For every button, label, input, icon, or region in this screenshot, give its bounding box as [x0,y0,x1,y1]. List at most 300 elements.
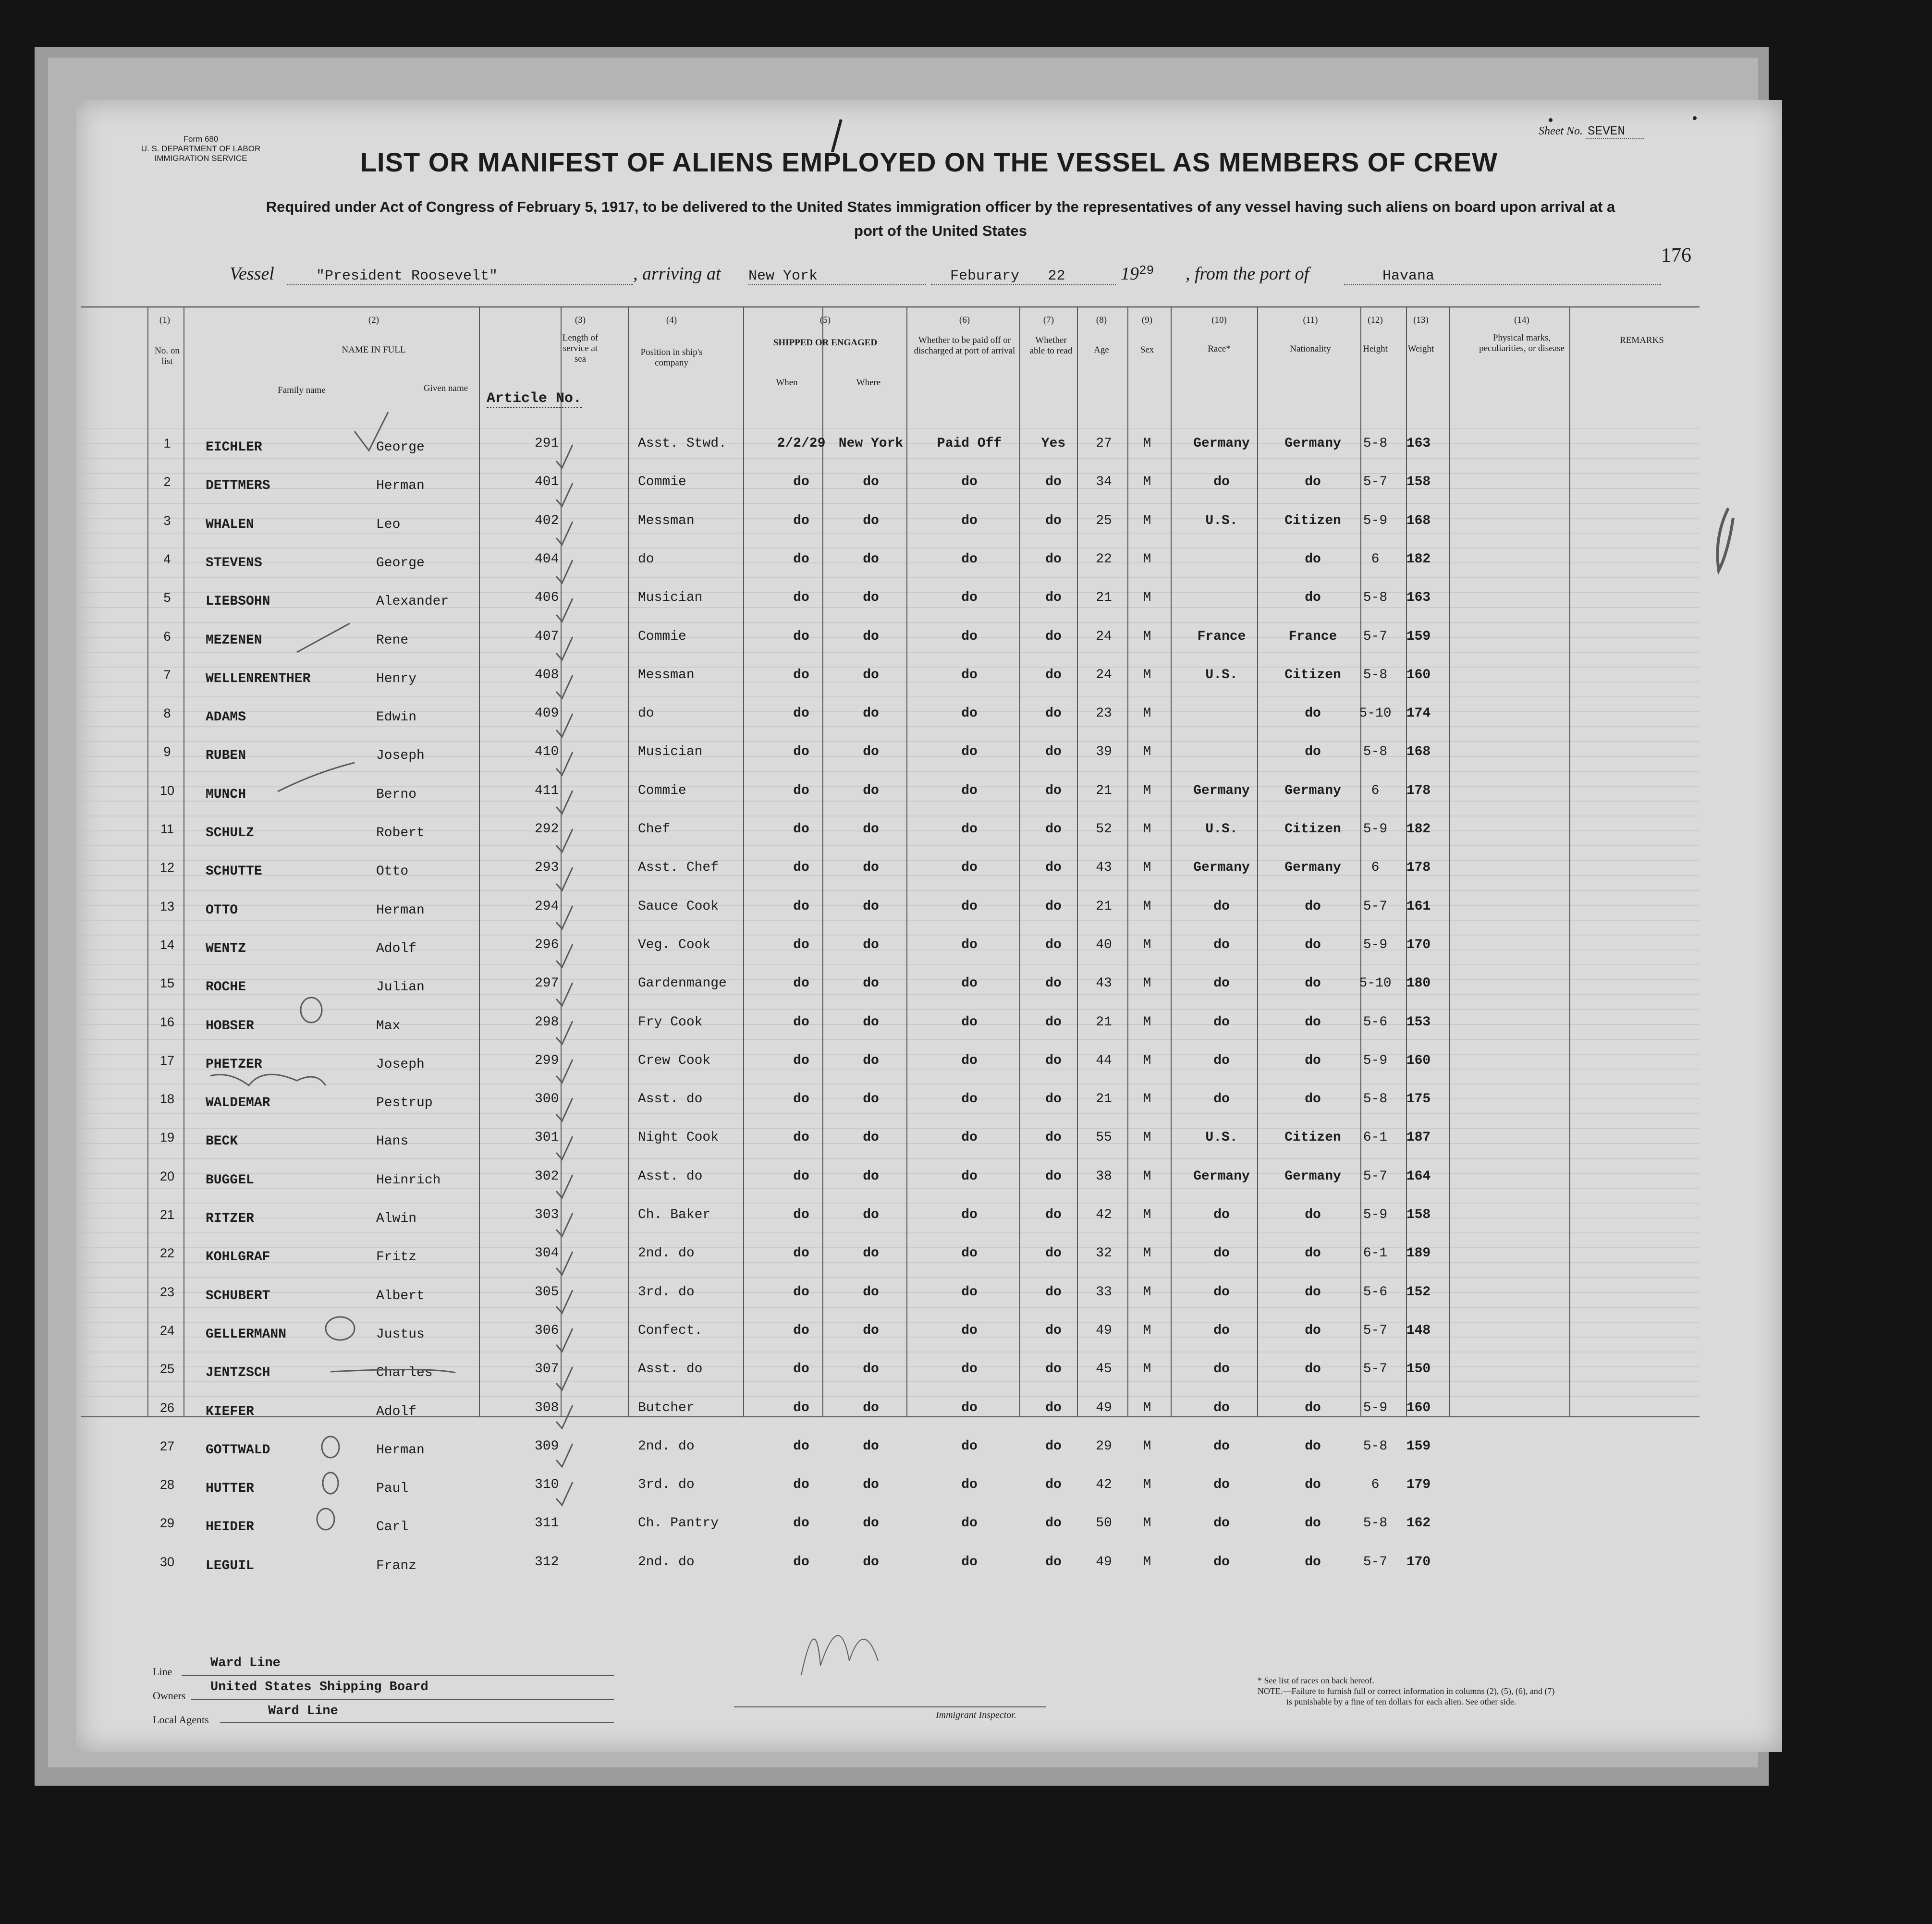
cell-height: 5-8 [1363,436,1388,451]
cell-given: Hans [376,1134,409,1149]
cell-nationality: do [1305,706,1321,721]
cell-when: do [793,899,809,914]
cell-read: do [1045,1438,1062,1454]
cell-sex: M [1143,513,1151,528]
service-name: IMMIGRATION SERVICE [154,154,247,163]
cell-race: U.S. [1205,513,1238,528]
cell-paid: do [961,1014,978,1030]
cell-given: Paul [376,1481,409,1497]
cell-age: 22 [1096,551,1112,567]
cell-given: Adolf [376,941,417,956]
col13-header: Weight [1407,344,1434,354]
cell-where: do [863,513,879,528]
subtitle-line-1: Required under Act of Congress of February 5, 1917, to be delivered to the United States immigration officer by the representatives of any vessel having such aliens on board upon arrival at a [266,198,1615,215]
cell-read: do [1045,1400,1062,1415]
col5-header: SHIPPED OR ENGAGED [773,338,878,348]
cell-where: New York [838,436,904,451]
cell-position: 2nd. do [638,1438,695,1454]
cell-when: do [793,860,809,876]
cell-nationality: do [1305,1323,1321,1338]
cell-when: do [793,513,809,528]
row-number: 15 [159,976,175,991]
cell-age: 27 [1096,436,1112,451]
cell-race: do [1213,1053,1230,1068]
cell-sex: M [1143,1207,1151,1222]
cell-weight: 160 [1406,667,1431,682]
cell-paid: do [961,976,978,991]
row-number: 9 [163,744,171,759]
cell-weight: 174 [1406,706,1431,721]
cell-nationality: do [1305,1092,1321,1107]
col6-header: Whether to be paid off or discharged at port of arrival [914,335,1015,356]
cell-read: do [1045,1207,1062,1222]
cell-service: 307 [535,1362,559,1377]
cell-position: Asst. Chef [638,860,719,876]
row-number: 19 [159,1130,175,1145]
cell-family: HUTTER [206,1481,254,1497]
cell-read: do [1045,1477,1062,1493]
cell-position: Commie [638,783,686,798]
cell-service: 306 [535,1323,559,1338]
cell-given: Charles [376,1365,433,1381]
cell-read: do [1045,475,1062,490]
cell-race: do [1213,937,1230,952]
col14-number: (14) [1514,315,1529,325]
cell-height: 5-8 [1363,1438,1388,1454]
cell-when: do [793,1554,809,1570]
col4-number: (4) [666,315,677,325]
row-number: 16 [159,1014,175,1029]
cell-given: George [376,440,425,455]
cell-age: 24 [1096,667,1112,682]
cell-nationality: Citizen [1284,667,1341,682]
cell-when: do [793,1284,809,1300]
cell-sex: M [1143,1323,1151,1338]
line-label: Line [153,1666,172,1678]
cell-position: Asst. do [638,1092,703,1107]
cell-nationality: Citizen [1284,1130,1341,1145]
cell-position: 3rd. do [638,1477,695,1493]
cell-age: 43 [1096,976,1112,991]
cell-where: do [863,1323,879,1338]
cell-nationality: do [1305,1554,1321,1570]
col7-number: (7) [1043,315,1054,325]
cell-position: Messman [638,513,695,528]
cell-paid: do [961,513,978,528]
cell-weight: 168 [1406,744,1431,760]
line-value: Ward Line [210,1656,281,1670]
cell-sex: M [1143,1438,1151,1454]
cell-age: 34 [1096,475,1112,490]
cell-sex: M [1143,706,1151,721]
col9-number: (9) [1141,315,1153,325]
cell-when: do [793,1516,809,1531]
row-number: 23 [159,1284,175,1299]
cell-weight: 170 [1406,1554,1431,1570]
cell-height: 6 [1371,783,1380,798]
sheet-value: SEVEN [1586,124,1644,139]
cell-age: 25 [1096,513,1112,528]
form-number: Form 680 [183,134,219,144]
cell-age: 21 [1096,1092,1112,1107]
footnote-fine: is punishable by a fine of ten dollars for each alien. See other side. [1286,1697,1516,1706]
cell-family: RUBEN [206,748,246,764]
cell-age: 21 [1096,899,1112,914]
remarks-header: REMARKS [1620,335,1664,345]
cell-paid: do [961,706,978,721]
cell-family: HEIDER [206,1520,254,1535]
cell-race: do [1213,1477,1230,1493]
arriving-label: , arriving at [633,264,721,284]
footnote [1258,1675,1767,1707]
cell-when: do [793,551,809,567]
cell-service: 409 [535,706,559,721]
cell-given: Edwin [376,710,417,725]
cell-position: Sauce Cook [638,899,719,914]
cell-height: 5-7 [1363,899,1388,914]
cell-family: OTTO [206,902,238,918]
cell-service: 308 [535,1400,559,1415]
cell-weight: 180 [1406,976,1431,991]
row-number: 27 [159,1438,175,1453]
cell-where: do [863,1053,879,1068]
cell-height: 6 [1371,1477,1380,1493]
cell-paid: do [961,1400,978,1415]
cell-position: Asst. do [638,1362,703,1377]
cell-race: do [1213,1362,1230,1377]
cell-race: U.S. [1205,1130,1238,1145]
year-prefix: 19 [1121,264,1139,284]
cell-where: do [863,822,879,837]
cell-race: France [1197,629,1246,644]
cell-where: do [863,1438,879,1454]
cell-age: 24 [1096,629,1112,644]
cell-height: 5-9 [1363,822,1388,837]
cell-when: do [793,590,809,606]
cell-where: do [863,1554,879,1570]
cell-height: 5-7 [1363,1554,1388,1570]
cell-age: 21 [1096,783,1112,798]
cell-nationality: do [1305,899,1321,914]
cell-paid: do [961,822,978,837]
cell-nationality: do [1305,1284,1321,1300]
cell-weight: 179 [1406,1477,1431,1493]
cell-family: PHETZER [206,1057,262,1072]
cell-read: do [1045,822,1062,837]
cell-given: Alwin [376,1211,417,1226]
col2-number: (2) [368,315,379,325]
agents-underline [220,1722,614,1723]
owners-value: United States Shipping Board [210,1680,428,1694]
row-number: 10 [159,783,175,798]
cell-given: Julian [376,980,425,995]
cell-nationality: do [1305,551,1321,567]
cell-paid: do [961,1438,978,1454]
cell-family: DETTMERS [206,478,270,494]
cell-where: do [863,1130,879,1145]
cell-given: Pestrup [376,1096,433,1111]
cell-sex: M [1143,1362,1151,1377]
cell-paid: do [961,783,978,798]
cell-age: 38 [1096,1169,1112,1184]
cell-read: do [1045,1169,1062,1184]
row-number: 4 [163,551,171,566]
cell-age: 21 [1096,1014,1112,1030]
cell-read: do [1045,1130,1062,1145]
cell-height: 5-9 [1363,513,1388,528]
footnote-warning: NOTE.—Failure to furnish full or correct information in columns (2), (5), (6), and (7) [1258,1686,1555,1696]
cell-service: 302 [535,1169,559,1184]
cell-position: do [638,706,654,721]
col7-header: Whether able to read [1029,335,1073,356]
cell-position: Asst. Stwd. [638,436,727,451]
row-number: 11 [160,822,174,836]
cell-service: 311 [535,1516,559,1531]
cell-sex: M [1143,744,1151,760]
cell-weight: 153 [1406,1014,1431,1030]
cell-height: 5-10 [1359,976,1392,991]
inspector-signature-line [734,1706,1046,1707]
cell-weight: 170 [1406,937,1431,952]
cell-where: do [863,667,879,682]
cell-race: do [1213,1284,1230,1300]
cell-service: 408 [535,667,559,682]
cell-weight: 152 [1406,1284,1431,1300]
cell-given: Joseph [376,1057,425,1072]
cell-paid: do [961,899,978,914]
agents-value: Ward Line [268,1704,338,1718]
cell-position: Ch. Pantry [638,1516,719,1531]
row-number: 2 [163,475,171,489]
cell-when: do [793,1169,809,1184]
cell-sex: M [1143,475,1151,490]
cell-age: 49 [1096,1554,1112,1570]
cell-race: U.S. [1205,667,1238,682]
cell-height: 5-9 [1363,937,1388,952]
row-number: 17 [159,1053,175,1068]
cell-given: Leo [376,517,401,532]
cell-age: 52 [1096,822,1112,837]
cell-paid: do [961,937,978,952]
cell-nationality: do [1305,1362,1321,1377]
cell-when: 2/2/29 [777,436,826,451]
cell-race: do [1213,1323,1230,1338]
cell-age: 43 [1096,860,1112,876]
cell-weight: 160 [1406,1053,1431,1068]
cell-nationality: Germany [1284,1169,1341,1184]
row-number: 30 [159,1554,175,1569]
cell-race: Germany [1193,860,1250,876]
cell-family: KOHLGRAF [206,1250,270,1265]
row-number: 26 [159,1400,175,1415]
row-number: 8 [163,706,171,721]
cell-paid: do [961,1092,978,1107]
cell-service: 309 [535,1438,559,1454]
cell-read: do [1045,860,1062,876]
cell-where: do [863,1477,879,1493]
col13-number: (13) [1413,315,1429,325]
col6-number: (6) [959,315,970,325]
cell-service: 310 [535,1477,559,1493]
col3-number: (3) [575,315,586,325]
cell-paid: Paid Off [937,436,1002,451]
col5-when-header: When [776,377,798,388]
cell-given: Henry [376,671,417,686]
cell-weight: 182 [1406,822,1431,837]
cell-service: 301 [535,1130,559,1145]
cell-nationality: do [1305,976,1321,991]
cell-where: do [863,937,879,952]
cell-service: 291 [535,436,559,451]
cell-service: 305 [535,1284,559,1300]
cell-given: Alexander [376,594,449,609]
cell-given: George [376,555,425,571]
agents-label: Local Agents [153,1714,209,1726]
cell-paid: do [961,1130,978,1145]
cell-service: 303 [535,1207,559,1222]
cell-sex: M [1143,1130,1151,1145]
col3-header: Length of service at sea [562,333,599,364]
cell-service: 304 [535,1246,559,1261]
from-port: Havana [1382,268,1435,284]
cell-read: do [1045,667,1062,682]
cell-where: do [863,1284,879,1300]
cell-service: 404 [535,551,559,567]
row-number: 5 [163,590,171,605]
cell-read: do [1045,1053,1062,1068]
cell-service: 293 [535,860,559,876]
cell-height: 5-6 [1363,1284,1388,1300]
from-label: , from the port of [1186,264,1309,284]
cell-weight: 164 [1406,1169,1431,1184]
cell-family: RITZER [206,1211,254,1226]
cell-where: do [863,899,879,914]
cell-family: SCHUTTE [206,864,262,879]
cell-position: Asst. do [638,1169,703,1184]
cell-weight: 175 [1406,1092,1431,1107]
cell-when: do [793,629,809,644]
cell-service: 296 [535,937,559,952]
cell-family: MEZENEN [206,633,262,648]
cell-paid: do [961,744,978,760]
cell-paid: do [961,1284,978,1300]
cell-given: Heinrich [376,1172,441,1188]
cell-height: 5-6 [1363,1014,1388,1030]
cell-sex: M [1143,1284,1151,1300]
cell-paid: do [961,475,978,490]
cell-family: ROCHE [206,980,246,995]
cell-when: do [793,1438,809,1454]
col2-header: NAME IN FULL [342,345,406,355]
cell-read: do [1045,1014,1062,1030]
cell-height: 5-8 [1363,590,1388,606]
cell-nationality: do [1305,1053,1321,1068]
cell-read: do [1045,744,1062,760]
cell-family: WELLENRENTHER [206,671,311,686]
cell-family: LEGUIL [206,1558,254,1573]
article-number-label: Article No. [487,390,582,408]
cell-weight: 158 [1406,1207,1431,1222]
cell-height: 6-1 [1363,1130,1388,1145]
arriving-at: New York [748,268,818,284]
cell-height: 5-9 [1363,1053,1388,1068]
row-number: 25 [159,1362,175,1376]
cell-height: 5-8 [1363,667,1388,682]
cell-nationality: Citizen [1284,822,1341,837]
cell-given: Berno [376,787,417,802]
cell-where: do [863,1169,879,1184]
cell-paid: do [961,860,978,876]
cell-family: BUGGEL [206,1172,254,1188]
cell-nationality: Germany [1284,860,1341,876]
cell-height: 5-7 [1363,1362,1388,1377]
cell-sex: M [1143,629,1151,644]
cell-sex: M [1143,1516,1151,1531]
cell-given: Justus [376,1327,425,1342]
cell-nationality: do [1305,1207,1321,1222]
cell-age: 23 [1096,706,1112,721]
cell-age: 44 [1096,1053,1112,1068]
cell-paid: do [961,590,978,606]
cell-age: 50 [1096,1516,1112,1531]
cell-height: 5-9 [1363,1400,1388,1415]
cell-position: Night Cook [638,1130,719,1145]
cell-position: Commie [638,629,686,644]
cell-family: WALDEMAR [206,1096,270,1111]
cell-weight: 159 [1406,1438,1431,1454]
cell-where: do [863,783,879,798]
cell-height: 5-8 [1363,744,1388,760]
cell-position: Commie [638,475,686,490]
cell-age: 29 [1096,1438,1112,1454]
cell-age: 55 [1096,1130,1112,1145]
cell-service: 406 [535,590,559,606]
row-number: 14 [159,937,175,952]
cell-height: 5-7 [1363,1323,1388,1338]
cell-position: Ch. Baker [638,1207,711,1222]
cell-read: Yes [1041,436,1066,451]
cell-paid: do [961,1169,978,1184]
cell-race: U.S. [1205,822,1238,837]
cell-age: 33 [1096,1284,1112,1300]
cell-position: Fry Cook [638,1014,703,1030]
cell-sex: M [1143,1092,1151,1107]
cell-race: Germany [1193,783,1250,798]
cell-read: do [1045,976,1062,991]
cell-given: Rene [376,633,409,648]
cell-given: Franz [376,1558,417,1573]
cell-sex: M [1143,783,1151,798]
cell-age: 21 [1096,590,1112,606]
cell-where: do [863,1516,879,1531]
cell-when: do [793,937,809,952]
cell-paid: do [961,1053,978,1068]
manifest-page [76,100,1782,1752]
vessel-label: Vessel [230,264,274,284]
cell-height: 5-10 [1359,706,1392,721]
cell-sex: M [1143,1169,1151,1184]
cell-where: do [863,1207,879,1222]
col11-number: (11) [1303,315,1318,325]
cell-race: do [1213,899,1230,914]
cell-sex: M [1143,667,1151,682]
cell-nationality: do [1305,1246,1321,1261]
cell-family: STEVENS [206,555,262,571]
cell-height: 6 [1371,551,1380,567]
cell-family: WENTZ [206,941,246,956]
date-month: Feburary [950,268,1020,284]
cell-age: 32 [1096,1246,1112,1261]
